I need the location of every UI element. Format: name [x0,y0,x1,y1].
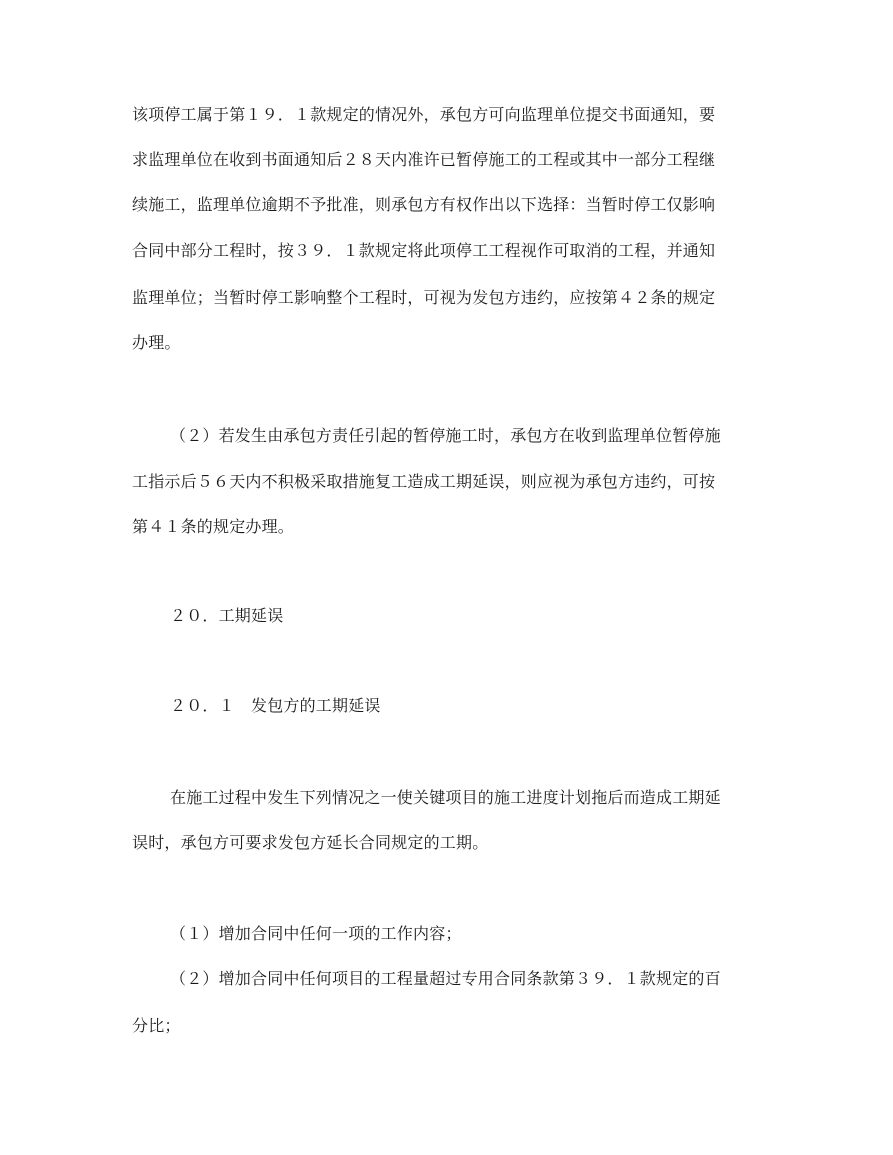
list-item-1: （１）增加合同中任何一项的工作内容； [170,924,462,943]
paragraph-3-line-1: 在施工过程中发生下列情况之一使关键项目的施工进度计划拖后而造成工期延 [170,788,721,807]
paragraph-3-line-2: 误时，承包方可要求发包方延长合同规定的工期。 [132,833,489,852]
list-item-2-line-2: 分比； [132,1016,181,1035]
paragraph-2-line-2: 工指示后５６天内不积极采取措施复工造成工期延误，则应视为承包方违约，可按 [132,472,716,491]
paragraph-1-line-6: 办理。 [132,333,181,352]
paragraph-1-line-2: 求监理单位在收到书面通知后２８天内准许已暂停施工的工程或其中一部分工程继 [132,150,716,169]
paragraph-1-line-5: 监理单位；当暂时停工影响整个工程时，可视为发包方违约，应按第４２条的规定 [132,288,716,307]
paragraph-2-line-3: 第４１条的规定办理。 [132,517,295,536]
section-heading: ２０．工期延误 [170,606,284,625]
subsection-heading: ２０．１ 发包方的工期延误 [170,696,381,715]
paragraph-1-line-1: 该项停工属于第１９．１款规定的情况外，承包方可向监理单位提交书面通知，要 [132,105,716,124]
paragraph-1-line-4: 合同中部分工程时，按３９．１款规定将此项停工工程视作可取消的工程，并通知 [132,241,716,260]
paragraph-1-line-3: 续施工，监理单位逾期不予批准，则承包方有权作出以下选择：当暂时停工仅影响 [132,195,716,214]
list-item-2-line-1: （２）增加合同中任何项目的工程量超过专用合同条款第３９．１款规定的百 [170,969,721,988]
paragraph-2-line-1: （２）若发生由承包方责任引起的暂停施工时，承包方在收到监理单位暂停施 [170,426,721,445]
